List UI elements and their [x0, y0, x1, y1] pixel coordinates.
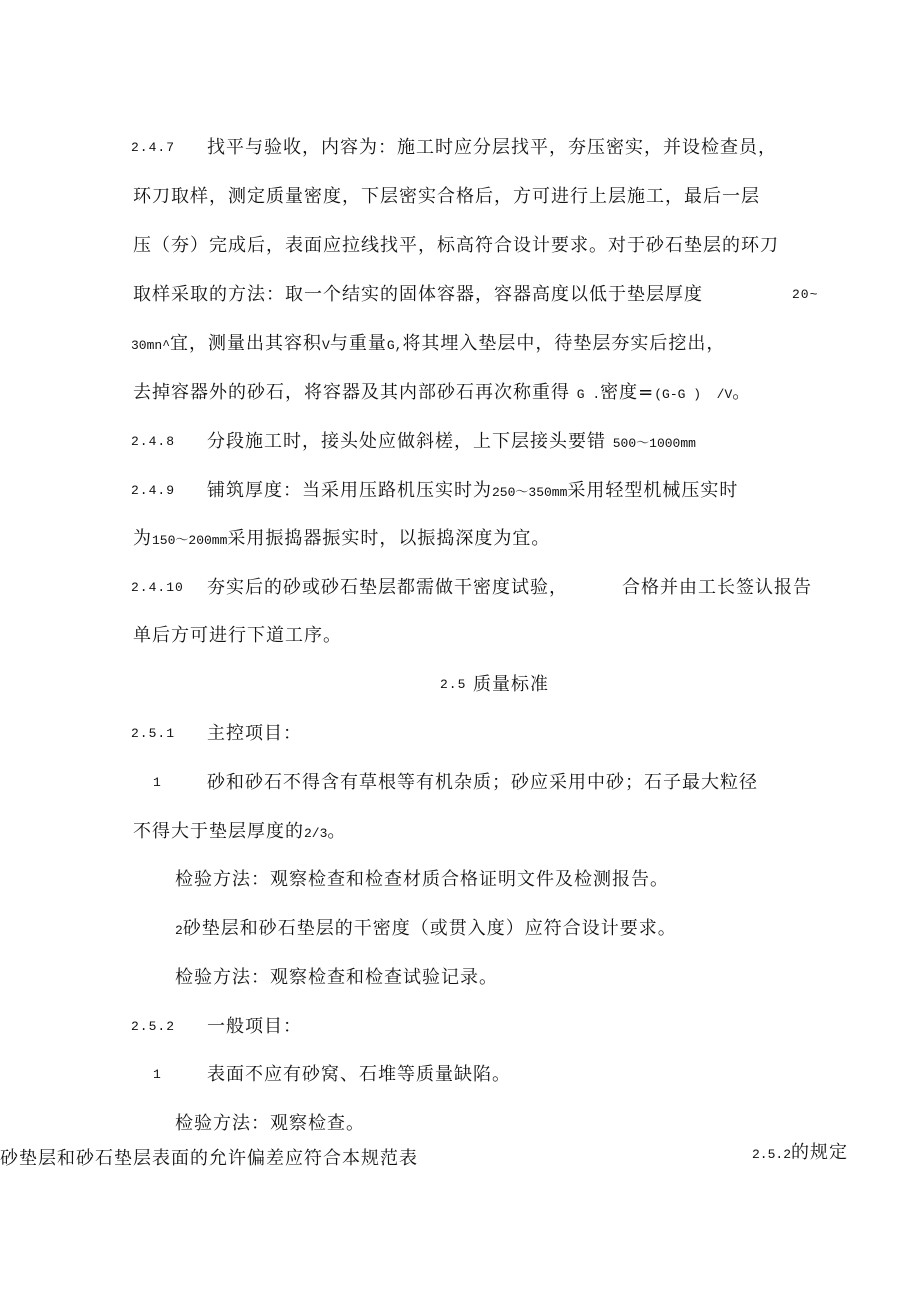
clause-2-4-7-line-5-text-b: 与重量 — [329, 333, 387, 354]
clause-2-4-7-line-6-end: 。 — [732, 382, 752, 403]
clause-2-4-7-line-1: 找平与验收，内容为：施工时应分层找平，夯压密实，并设检查员， — [207, 137, 777, 158]
clause-2-4-9-line-2 — [133, 527, 550, 553]
clause-number-2-4-8: 2.4.8 — [131, 434, 176, 449]
clause-number-2-5-2: 2.5.2 — [131, 1019, 176, 1034]
item-2-5-1-2 — [175, 917, 677, 943]
item-2-5-2-2-text: 砂垫层和砂石垫层表面的允许偏差应符合本规范表 — [0, 1148, 418, 1169]
item-2-5-1-1-text: 不得大于垫层厚度的 — [133, 821, 304, 842]
item-2-5-1-1-line-2 — [133, 820, 346, 846]
clause-2-4-7-line-5-text-c: 将其埋入垫层中，待垫层夯实后挖出， — [402, 333, 726, 354]
clause-number-2-5-1: 2.5.1 — [131, 726, 176, 741]
clause-2-4-7-density-label: 密度= — [600, 382, 655, 403]
item-2-5-2-2-tail — [752, 1141, 848, 1167]
item-2-5-2-1-text: 表面不应有砂窝、石堆等质量缺陷。 — [207, 1064, 511, 1085]
item-2-5-2-2-tail-text: 的规定 — [791, 1142, 849, 1163]
clause-2-5-1-title: 主控项目： — [207, 723, 302, 744]
clause-2-4-9-text-a: 铺筑厚度：当采用压路机压实时为 — [207, 480, 492, 501]
clause-2-5-2-title: 一般项目： — [207, 1016, 302, 1037]
item-2-5-1-1-method: 检验方法：观察检查和检查材质合格证明文件及检测报告。 — [175, 869, 669, 890]
clause-2-4-7-line-4: 取样采取的方法：取一个结实的固体容器，容器高度以低于垫层厚度 — [133, 284, 703, 305]
item-2-5-1-2-text: 砂垫层和砂石垫层的干密度（或贯入度）应符合设计要求。 — [182, 918, 677, 939]
item-2-5-1-1-line-1: 砂和砂石不得含有草根等有机杂质；砂应采用中砂；石子最大粒径 — [207, 772, 758, 793]
clause-2-4-7-line-3: 压（夯）完成后，表面应拉线找平，标高符合设计要求。对于砂石垫层的环刀 — [133, 235, 779, 256]
clause-2-4-7-line-5 — [131, 332, 725, 358]
clause-2-4-9-line-1 — [207, 479, 738, 505]
clause-2-4-8-line-1 — [207, 430, 696, 456]
clause-2-4-7-density-formula: (G-G ) /V — [654, 387, 733, 402]
item-number-2-5-1-2: 2 — [175, 923, 183, 938]
clause-2-4-9-text-d: 采用振捣器振实时，以振捣深度为宜。 — [227, 528, 551, 549]
clause-2-4-7-unit: 30mn^ — [131, 338, 171, 353]
clause-2-4-7-line-6 — [133, 381, 751, 407]
clause-2-4-9-range-b: 150～200mm — [152, 533, 228, 548]
clause-2-4-7-line-6-text-a: 去掉容器外的砂石，将容器及其内部砂石再次称重得 — [133, 382, 570, 403]
clause-number-2-4-10: 2.4.10 — [131, 580, 184, 595]
clause-2-4-9-text-c: 为 — [133, 528, 152, 549]
item-number-2-5-2-1: 1 — [153, 1067, 162, 1082]
item-2-5-1-2-method: 检验方法：观察检查和检查试验记录。 — [175, 967, 498, 988]
item-2-5-2-2-table-ref: 2.5.2 — [752, 1147, 792, 1162]
clause-2-4-7-line-4-tail: 20~ — [792, 287, 819, 302]
clause-2-4-7-line-6-symbol: G . — [576, 387, 601, 402]
clause-2-4-10-line-1-a: 夯实后的砂或砂石垫层都需做干密度试验， — [207, 577, 568, 598]
item-number-2-5-1-1: 1 — [153, 775, 162, 790]
clause-2-4-10-line-2: 单后方可进行下道工序。 — [133, 625, 342, 646]
clause-2-4-7-volume-symbol: V — [322, 338, 330, 353]
section-title-quality-standard: 质量标准 — [473, 674, 549, 695]
section-number-2-5: 2.5 — [440, 677, 467, 692]
clause-2-4-10-line-1-b: 合格并由工长签认报告 — [622, 577, 812, 598]
clause-2-4-9-range-a: 250～350mm — [492, 485, 568, 500]
clause-number-2-4-9: 2.4.9 — [131, 483, 176, 498]
clause-2-4-8-range: 500～1000mm — [612, 436, 696, 451]
clause-2-4-7-weight-symbol: G, — [386, 338, 403, 353]
item-2-5-1-1-ratio: 2/3 — [304, 826, 328, 841]
item-2-5-1-1-end: 。 — [327, 821, 347, 842]
clause-2-4-7-line-5-text-a: 宜，测量出其容积 — [170, 333, 323, 354]
clause-2-4-7-line-2: 环刀取样，测定质量密度，下层密实合格后，方可进行上层施工，最后一层 — [133, 186, 760, 207]
clause-number-2-4-7: 2.4.7 — [131, 140, 176, 155]
clause-2-4-8-text: 分段施工时，接头处应做斜槎，上下层接头要错 — [207, 431, 606, 452]
clause-2-4-9-text-b: 采用轻型机械压实时 — [567, 480, 739, 501]
item-2-5-2-1-method: 检验方法：观察检查。 — [175, 1113, 365, 1134]
